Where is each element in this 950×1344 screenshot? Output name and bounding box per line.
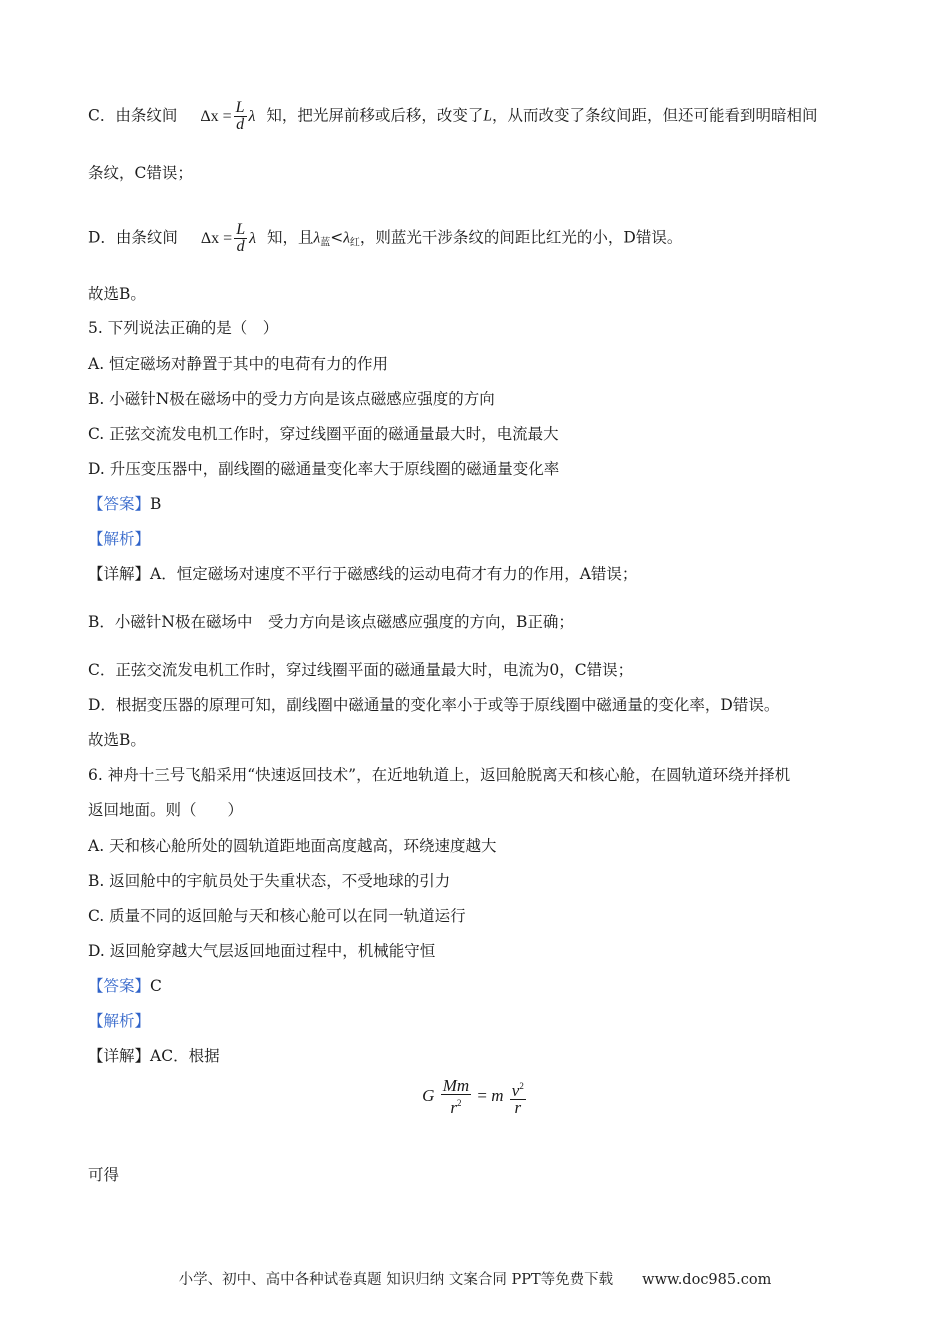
q6-stem-line2: 返回地面。则（ ）: [88, 801, 244, 819]
q6-answer: 【答案】C: [88, 977, 162, 995]
q5-detail-b: B．小磁针N极在磁场中 受力方向是该点磁感应强度的方向，B正确；: [88, 613, 574, 631]
q6-option-a: A. 天和核心舱所处的圆轨道距地面高度越高，环绕速度越大: [88, 837, 497, 855]
explanation-d: D．由条纹间 Δx = $\frac{L}{d}$ λ 知，且$\lambda_蓝<\lambda_红$，则蓝光干涉条纹的间距比红光的小，D错误。: [88, 221, 683, 255]
q5-option-c: C. 正弦交流发电机工作时，穿过线圈平面的磁通量最大时，电流最大: [88, 425, 559, 443]
fringe-spacing-formula: Δx = $\frac{L}{d}$ λ: [200, 99, 256, 133]
fringe-spacing-formula-d: Δx = $\frac{L}{d}$ λ: [200, 221, 257, 255]
explanation-c-line1: C．由条纹间 Δx = $\frac{L}{d}$ λ 知，把光屏前移或后移，改变了L，从而改变了条纹间距，但还可能看到明暗相间: [88, 99, 818, 133]
q6-after: 可得: [88, 1166, 120, 1184]
q5-conclusion: 故选B。: [88, 731, 146, 749]
q5-detail-d: D．根据变压器的原理可知，副线圈中磁通量的变化率小于或等于原线圈中磁通量的变化率，D错误。: [88, 696, 780, 714]
explanation-c-line2: 条纹，C错误；: [88, 164, 193, 182]
q5-option-a: A. 恒定磁场对静置于其中的电荷有力的作用: [88, 355, 389, 373]
conclusion-1: 故选B。: [88, 285, 146, 303]
q6-analysis-tag: 【解析】: [88, 1012, 151, 1030]
q5-detail-c: C．正弦交流发电机工作时，穿过线圈平面的磁通量最大时，电流为0，C错误；: [88, 661, 634, 679]
q6-stem-line1: 6. 神舟十三号飞船采用“快速返回技术”，在近地轨道上，返回舱脱离天和核心舱，在圆轨道环绕并择机: [88, 766, 791, 784]
q6-option-b: B. 返回舱中的宇航员处于失重状态，不受地球的引力: [88, 872, 451, 890]
q5-detail-a: 【详解】A．恒定磁场对速度不平行于磁感线的运动电荷才有力的作用，A错误；: [88, 565, 638, 583]
q5-analysis-tag: 【解析】: [88, 530, 151, 548]
q6-option-d: D. 返回舱穿越大气层返回地面过程中，机械能守恒: [88, 942, 436, 960]
gravitation-formula: G $\frac{Mm}{r^2}$ = m $\frac{v^2}{r}$: [422, 1076, 524, 1117]
page-footer: 小学、初中、高中各种试卷真题 知识归纳 文案合同 PPT等免费下载 www.doc985.com: [178, 1272, 772, 1288]
q5-stem: 5. 下列说法正确的是（ ）: [88, 319, 279, 337]
q5-option-b: B. 小磁针N极在磁场中的受力方向是该点磁感应强度的方向: [88, 390, 495, 408]
q5-answer: 【答案】B: [88, 495, 162, 513]
q6-detail: 【详解】AC．根据: [88, 1047, 220, 1065]
q6-option-c: C. 质量不同的返回舱与天和核心舱可以在同一轨道运行: [88, 907, 466, 925]
q5-option-d: D. 升压变压器中，副线圈的磁通量变化率大于原线圈的磁通量变化率: [88, 460, 560, 478]
